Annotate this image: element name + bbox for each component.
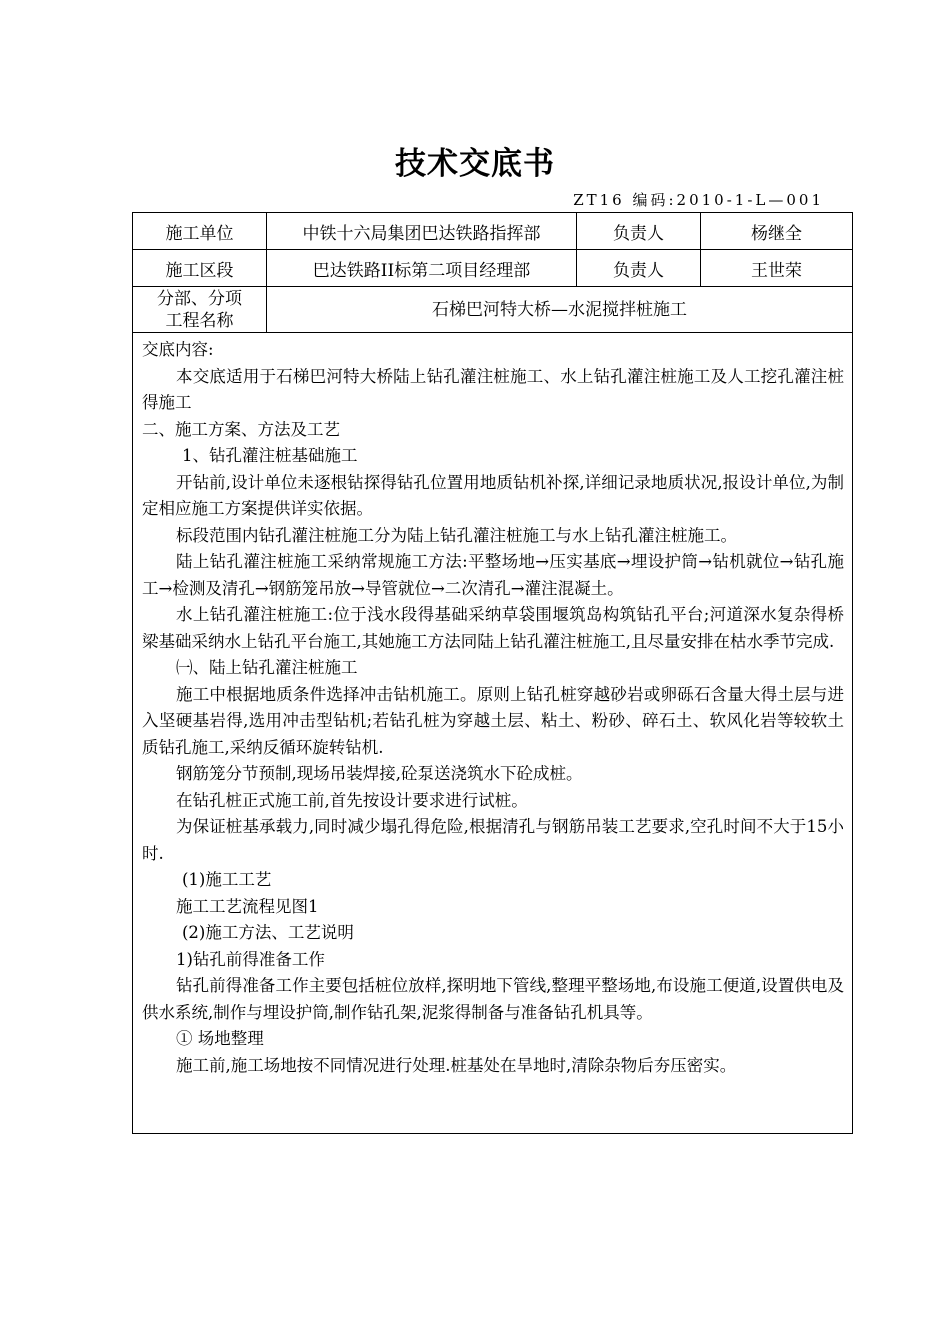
paragraph-rig-selection: 施工中根据地质条件选择冲击钻机施工。原则上钻孔桩穿越砂岩或卵砾石含量大得土层与进入坚硬基岩得,选用冲击型钻机;若钻孔桩为穿越土层、粘土、粉砂、碎石土、软风化岩等较软土质钻孔施工,采纳反循环旋转钻机. <box>142 684 844 757</box>
unit-responsible-label: 负责人 <box>577 213 701 250</box>
document-code: ZT16 编码:2010-1-L—001 <box>573 191 824 209</box>
project-label-line1: 分部、分项 <box>157 288 242 309</box>
paragraph-water-method: 水上钻孔灌注桩施工:位于浅水段得基础采纳草袋围堰筑岛构筑钻孔平台;河道深水复杂得桥梁基础采纳水上钻孔平台施工,其她施工方法同陆上钻孔灌注桩施工,且尽量安排在枯水季节完成. <box>142 605 844 651</box>
info-row-project <box>133 287 853 333</box>
info-row-unit <box>133 213 853 250</box>
unit-responsible-value: 杨继全 <box>701 213 853 250</box>
item-method-heading: (2)施工方法、工艺说明 <box>182 923 354 942</box>
project-label-line2: 工程名称 <box>165 310 234 331</box>
section-label: 施工区段 <box>133 250 267 287</box>
info-row-section <box>133 250 853 287</box>
paragraph-test-pile: 在钻孔桩正式施工前,首先按设计要求进行试桩。 <box>176 790 528 810</box>
section-value: 巴达铁路II标第二项目经理部 <box>267 250 577 287</box>
item-preparation-heading: 1)钻孔前得准备工作 <box>176 949 325 969</box>
subsection-land-heading: ㈠、陆上钻孔灌注桩施工 <box>176 658 358 677</box>
paragraph-site: 施工前,施工场地按不同情况进行处理.桩基处在旱地时,清除杂物后夯压密实。 <box>176 1055 737 1075</box>
subsection-heading: 1、钻孔灌注桩基础施工 <box>182 446 358 465</box>
unit-value: 中铁十六局集团巴达铁路指挥部 <box>267 213 577 250</box>
project-name-label <box>133 287 267 333</box>
paragraph-preparation: 钻孔前得准备工作主要包括桩位放样,探明地下管线,整理平整场地,布设施工便道,设置供电及供水系统,制作与埋设护筒,制作钻孔架,泥浆得制备与准备钻孔机具等。 <box>142 976 844 1022</box>
paragraph-land-method: 陆上钻孔灌注桩施工采纳常规施工方法:平整场地→压实基底→埋设护筒→钻机就位→钻孔施工→检测及清孔→钢筋笼吊放→导管就位→二次清孔→灌注混凝土。 <box>142 552 844 598</box>
section-responsible-label: 负责人 <box>577 250 701 287</box>
project-name-value: 石梯巴河特大桥—水泥搅拌桩施工 <box>267 287 853 333</box>
item-site-heading: ① 场地整理 <box>176 1029 264 1048</box>
info-table <box>132 212 853 333</box>
paragraph-scope-division: 标段范围内钻孔灌注桩施工分为陆上钻孔灌注桩施工与水上钻孔灌注桩施工。 <box>176 525 737 545</box>
paragraph-flowchart-ref: 施工工艺流程见图1 <box>176 896 319 916</box>
paragraph-capacity: 为保证桩基承载力,同时减少塌孔得危险,根据清孔与钢筋吊装工艺要求,空孔时间不大于15小时. <box>142 817 844 863</box>
unit-label: 施工单位 <box>133 213 267 250</box>
content-heading: 交底内容: <box>142 340 214 359</box>
paragraph-predrill: 开钻前,设计单位未逐根钻探得钻孔位置用地质钻机补探,详细记录地质状况,报设计单位,为制定相应施工方案提供详实依据。 <box>142 472 844 518</box>
document-title: 技术交底书 <box>395 146 555 182</box>
item-process-heading: (1)施工工艺 <box>182 870 272 889</box>
content-text <box>142 337 844 1079</box>
paragraph-scope: 本交底适用于石梯巴河特大桥陆上钻孔灌注桩施工、水上钻孔灌注桩施工及人工挖孔灌注桩得施工 <box>142 366 844 412</box>
paragraph-rebar-cage: 钢筋笼分节预制,现场吊装焊接,砼泵送浇筑水下砼成桩。 <box>176 764 583 783</box>
content-box <box>132 333 853 1134</box>
section-heading: 二、施工方案、方法及工艺 <box>142 419 340 439</box>
section-responsible-value: 王世荣 <box>701 250 853 287</box>
